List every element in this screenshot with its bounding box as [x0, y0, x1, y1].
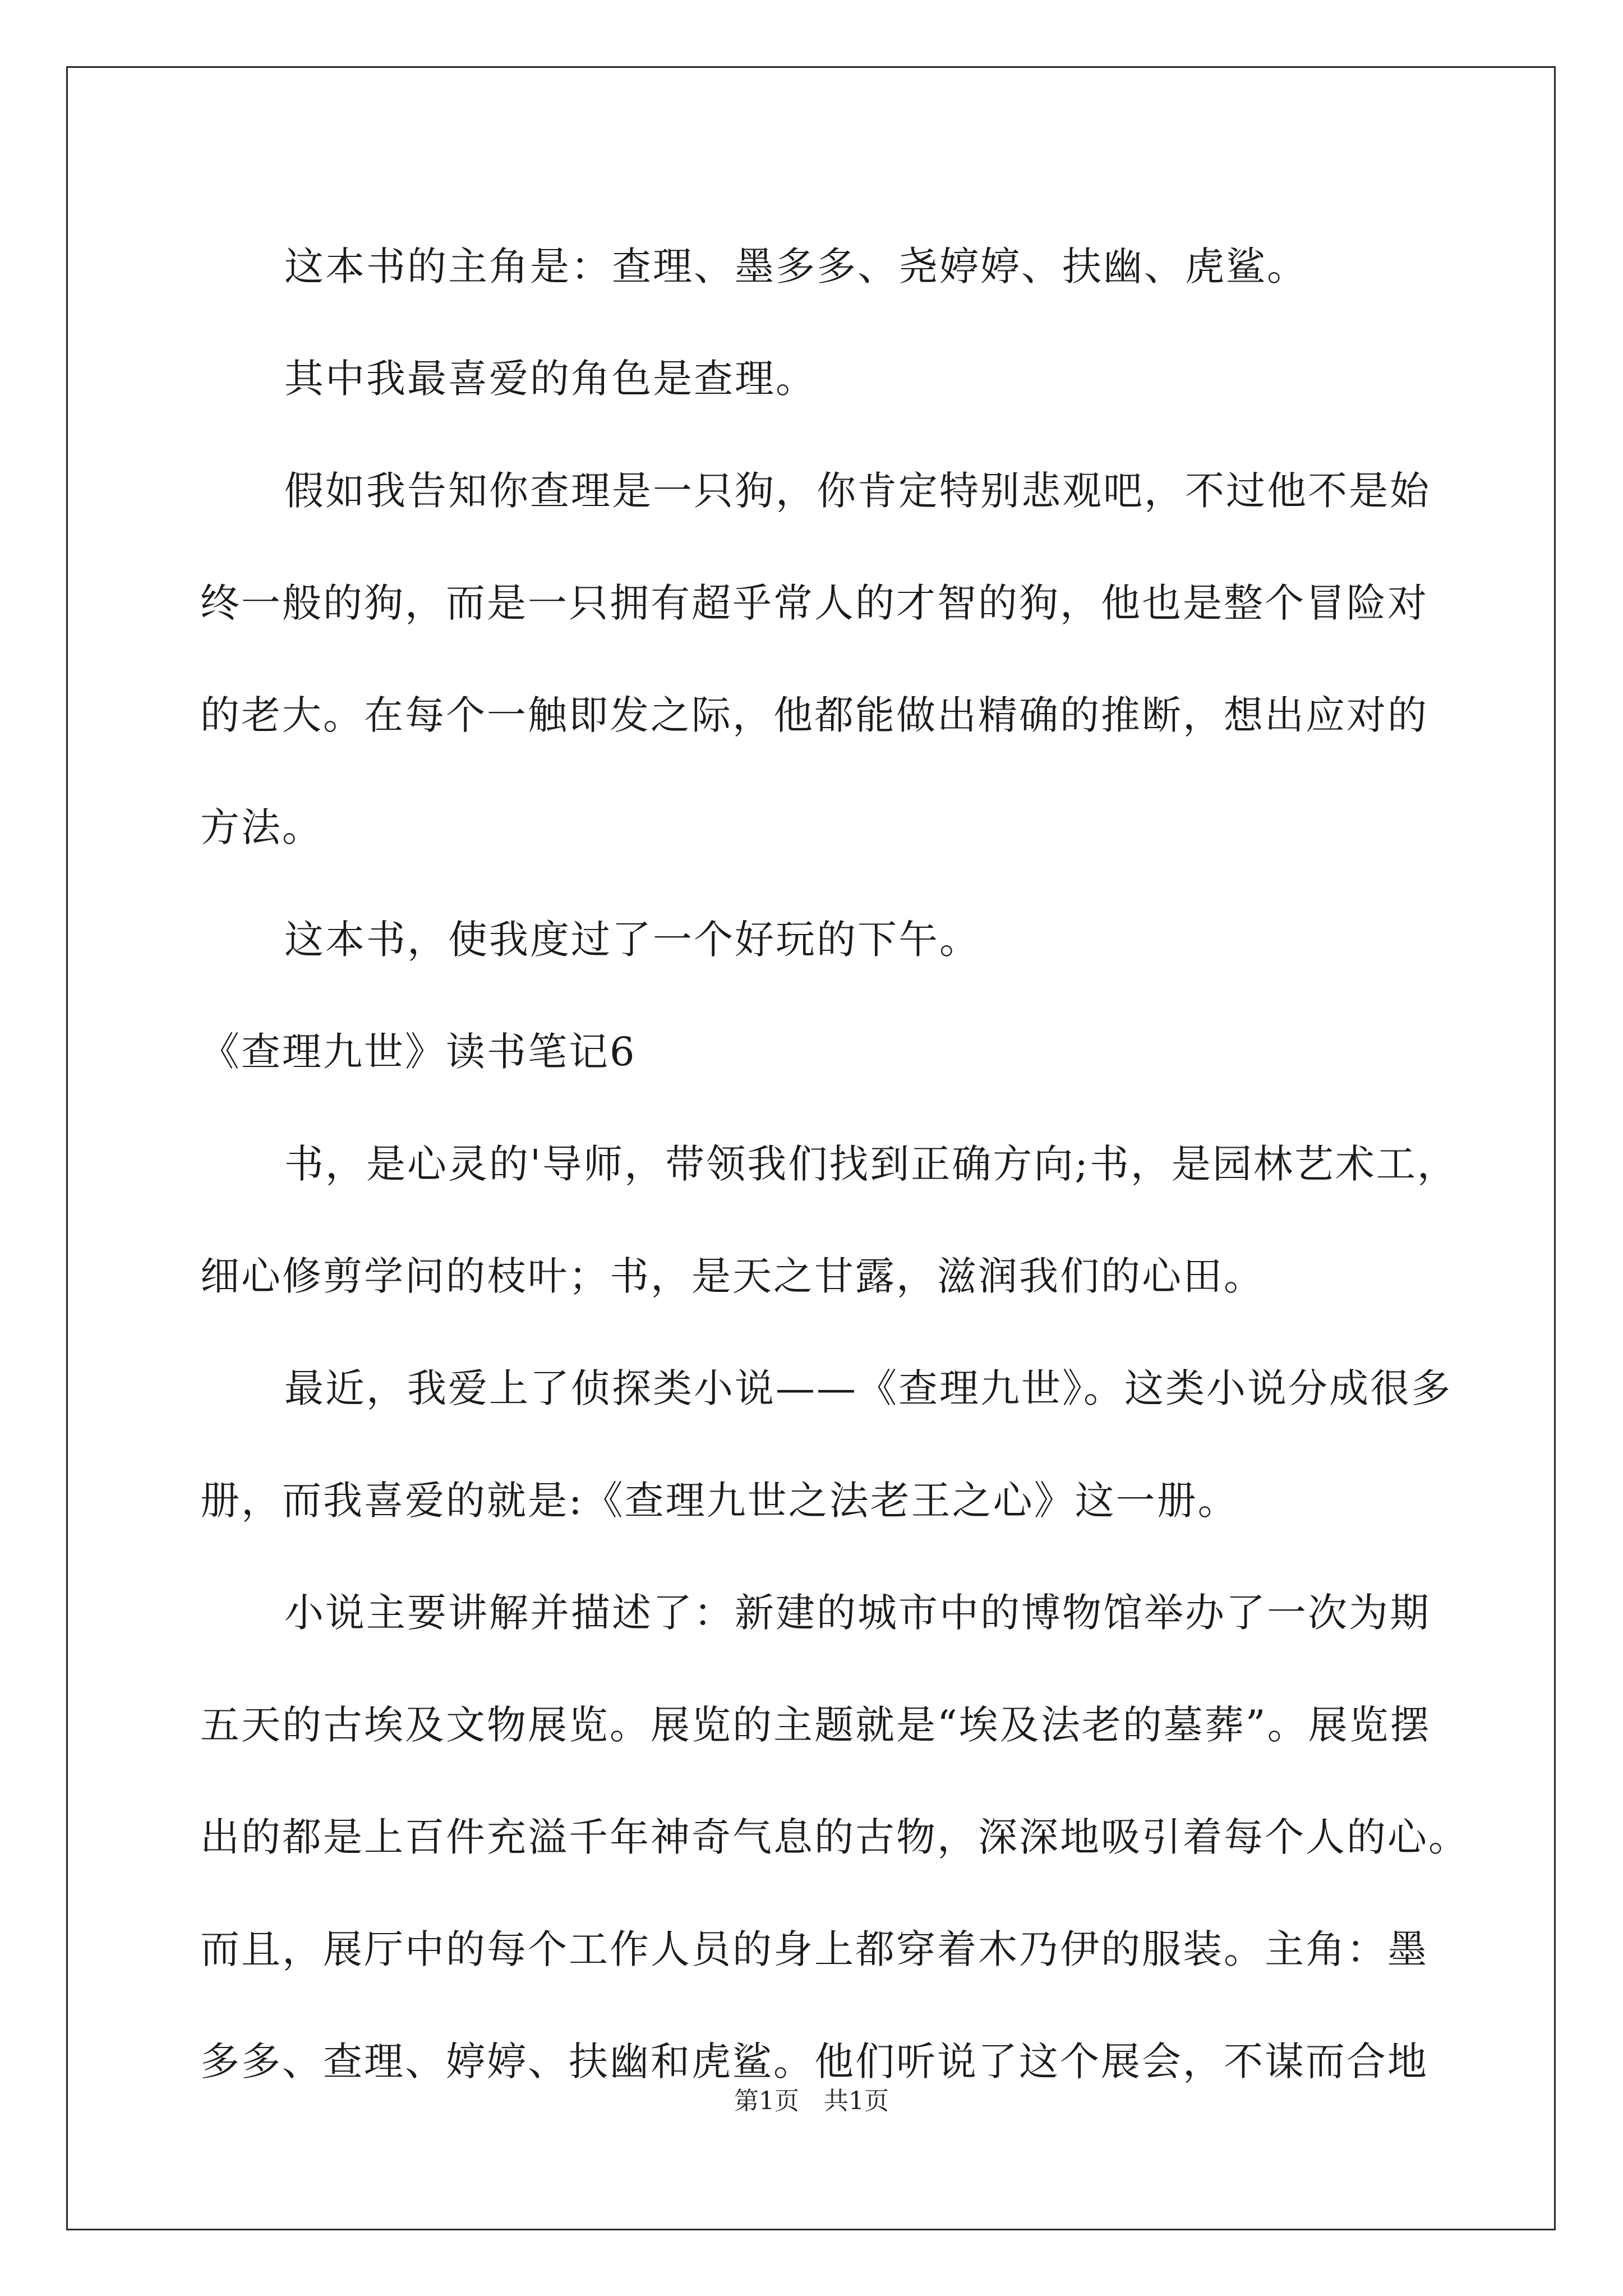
text-line: 的老大。在每个一触即发之际，他都能做出精确的推断，想出应对的: [200, 692, 1428, 738]
text-line: 最近，我爱上了侦探类小说——《查理九世》。这类小说分成很多: [284, 1365, 1452, 1411]
text-line: 终一般的狗，而是一只拥有超乎常人的才智的狗，他也是整个冒险对: [200, 580, 1428, 626]
text-line: 出的都是上百件充溢千年神奇气息的古物，深深地吸引着每个人的心。: [200, 1814, 1469, 1860]
section-heading: 《查理九世》读书笔记6: [200, 1029, 637, 1075]
text-line: 五天的古埃及文物展览。展览的主题就是“埃及法老的墓葬”。展览摆: [200, 1702, 1431, 1748]
document-body: [200, 210, 1469, 2118]
text-line: 多多、查理、婷婷、扶幽和虎鲨。他们听说了这个展会，不谋而合地: [200, 2039, 1428, 2085]
text-line: 假如我告知你查理是一只狗，你肯定特别悲观吧，不过他不是始: [284, 468, 1431, 514]
text-line: 这本书的主角是：查理、墨多多、尧婷婷、扶幽、虎鲨。: [284, 243, 1308, 289]
text-line: 方法。: [200, 804, 323, 850]
paragraph-detective-novel: [200, 1332, 1452, 1557]
paragraph-book-metaphor: [200, 1108, 1458, 1332]
paragraph-protagonists: [200, 210, 1428, 323]
page-number: 第1页 共1页: [734, 2087, 889, 2115]
text-line: 细心修剪学问的枝叶；书，是天之甘露，滋润我们的心田。: [200, 1253, 1265, 1299]
paragraph-favorite-character: [200, 323, 1428, 435]
text-line: 而且，展厅中的每个工作人员的身上都穿着木乃伊的服装。主角：墨: [200, 1926, 1428, 1972]
paragraph-charlie-description: [200, 435, 1431, 884]
text-line: 册，而我喜爱的就是:《查理九世之法老王之心》这一册。: [200, 1478, 1239, 1524]
paragraph-afternoon: [200, 884, 1428, 996]
paragraph-story-summary: [200, 1557, 1469, 2118]
text-line: 书，是心灵的'导师，带领我们找到正确方向;书，是园林艺术工，: [284, 1141, 1458, 1187]
text-line: 其中我最喜爱的角色是查理。: [284, 356, 817, 402]
text-line: 小说主要讲解并描述了：新建的城市中的博物馆举办了一次为期: [284, 1590, 1431, 1636]
text-line: 这本书，使我度过了一个好玩的下午。: [284, 917, 980, 963]
